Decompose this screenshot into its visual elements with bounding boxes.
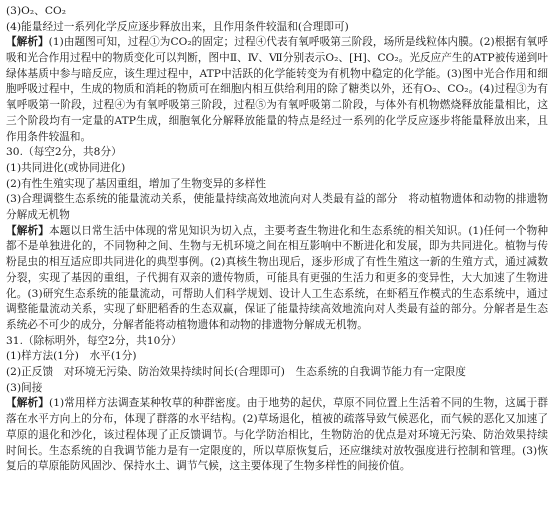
q30-answer-2: (2)有性生殖实现了基因重组，增加了生物变异的多样性 [6, 177, 266, 190]
q31-header: 31.（除标明外，每空2分，共10分） [6, 334, 182, 347]
q31-answer-3: (3)间接 [6, 381, 43, 394]
q30-header: 30.（每空2分，共8分） [6, 146, 122, 159]
analysis-label: 【解析】 [6, 224, 50, 237]
q30-analysis-text: 本题以日常生活中体现的常见知识为切入点，主要考查生物进化和生态系统的相关知识。(1)任何一个物种都不是单独进化的，不同物种之间、生物与无机环境之间在相互影响中不断进化和发展，即为共同进化。植物与传粉昆虫的相互适应即共同进化的典型事例。(2)真核生物出现后，逐步形成了有性生殖这一新的生殖方式，通过减数分裂，实现了基因的重组，子代拥有双亲的遗传物质，可能具有更强的生活力和更多的变异性，大大加速了生物进化。(3)研究生态系统的能量流动，可帮助人们科学规划、设计人工生态系统，在虾稻互作模式的生态系统中，通过调整能量流动关系，实现了虾肥稻香的生态双赢，保证了能量持续高效地流向对人类最有益的部分。分解者是生态系统必不可少的成分，分解者能将动植物遗体和动物的排遗物分解成无机物。 [6, 224, 549, 331]
q29-analysis [6, 35, 548, 145]
q31-answer-2: (2)正反馈 对环境无污染、防治效果持续时间长(合理即可) 生态系统的自我调节能力有一定限度 [6, 366, 466, 379]
q29-answer-3: (3)O₂、CO₂ [6, 5, 67, 17]
q30-answer-1: (1)共同进化(或协同进化) [6, 161, 126, 174]
q30-analysis [6, 224, 548, 334]
q29-analysis-text: (1)由题图可知，过程①为CO₂的固定；过程④代表有氧呼吸第三阶段，场所是线粒体内膜。(2)根据有氧呼吸和光合作用过程中的物质变化可以判断，图中Ⅱ、Ⅳ、Ⅶ分别表示O₂、[H]、CO₂。光反应产生的ATP被传递到叶绿体基质中参与暗反应，该生理过程中，ATP中活跃的化学能转变为有机物中稳定的化学能。(3)图中光合作用和细胞呼吸过程中，生成的物质和消耗的物质可在细胞内相互供给利用的除了糖类以外，还有O₂、CO₂。(4)过程③为有氧呼吸第一阶段，过程④为有氧呼吸第三阶段，过程⑤为有氧呼吸第二阶段，与体外有机物燃烧释放能量相比，这三个阶段均有一定量的ATP生成，细胞氧化分解释放能量的特点是经过一系列的化学反应逐步将能量释放出来，且作用条件较温和。 [6, 36, 548, 143]
q31-analysis [6, 396, 548, 475]
q31-answer-1: (1)样方法(1分) 水平(1分) [6, 350, 137, 363]
answer-key-page [6, 4, 548, 475]
q29-answer-4: (4)能量经过一系列化学反应逐步释放出来，且作用条件较温和(合理即可) [6, 20, 349, 33]
q31-analysis-text: (1)常用样方法调查某种牧草的种群密度。由于地势的起伏，草原不同位置上生活着不同的生物，这属于群落在水平方向上的分布，体现了群落的水平结构。(2)草场退化，植被的疏落导致气候恶化，而气候的恶化又加速了草原的退化和沙化，该过程体现了正反馈调节。与化学防治相比，生物防治的优点是对环境无污染、防治效果持续时间长。生态系统的自我调节能力是有一定限度的，所以草原恢复后，还应继续对放牧强度进行控制和管理。(3)恢复后的草原能防风固沙、保持水土、调节气候，这主要体现了生物多样性的间接价值。 [6, 397, 549, 473]
analysis-label: 【解析】 [6, 36, 49, 49]
analysis-label: 【解析】 [6, 397, 50, 410]
q30-answer-3: (3)合理调整生态系统的能量流动关系，使能量持续高效地流向对人类最有益的部分 将动植物遗体和动物的排遗物分解成无机物 [6, 193, 548, 222]
